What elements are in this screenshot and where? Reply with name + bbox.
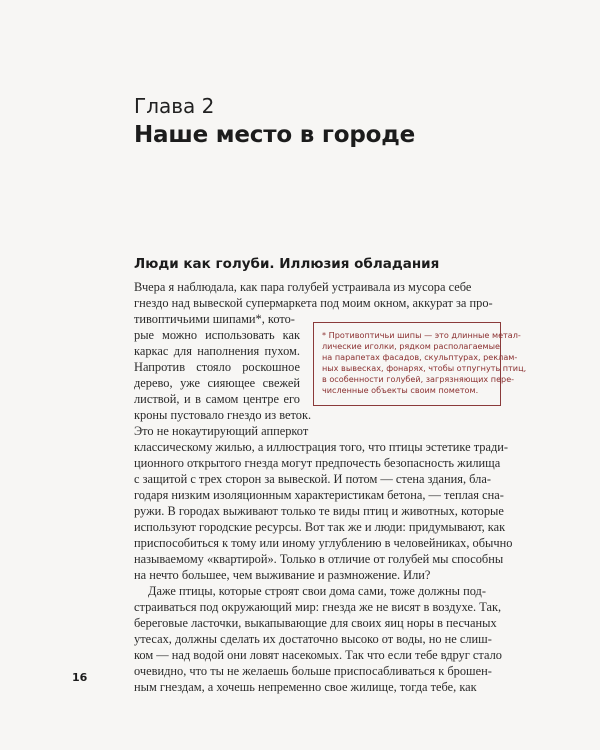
page-number: 16 (72, 671, 88, 684)
body-line: используют городские ресурсы. Вот так же и люди: придумывают, как (134, 520, 506, 534)
body-line: с защитой с трех сторон за вывеской. И потом — стена здания, бла- (134, 472, 491, 486)
body-line: ружи. В городах выживают только те виды птиц и животных, которые (134, 504, 504, 518)
body-line: страиваться под окружающий мир: гнезда же не висят в воздухе. Так, (134, 600, 502, 614)
body-line: кроны пустовало гнездо из веток. (134, 408, 312, 422)
footnote-line: лические иголки, рядком располагаемые (322, 341, 500, 351)
body-line: листвой, и в самом центре его (134, 392, 300, 406)
footnote-line: в особенности голубей, загрязняющих пере- (322, 374, 515, 384)
body-line: Это не нокаутирующий апперкот (134, 424, 309, 438)
body-line: Даже птицы, которые строят свои дома сами, тоже должны под- (148, 584, 486, 598)
body-line: годаря низким изоляционным характеристикам бетона, — теплая сна- (134, 488, 504, 502)
body-line: ком — над водой они ловят насекомых. Так что если тебе вдруг стало (134, 648, 502, 662)
footnote-line: численные объекты своим пометом. (322, 385, 479, 395)
body-line: Напротив стояло роскошное (134, 360, 300, 374)
body-line: называемому «квартирой». Только в отличие от голубей мы способны (134, 552, 504, 566)
body-line: утесах, должны сделать их достаточно высоко от воды, но не слиш- (134, 632, 492, 646)
footnote-line: * Противоптичьи шипы — это длинные метал- (322, 330, 521, 340)
body-line: ным гнездам, а хочешь непременно свое жилище, тогда тебе, как (134, 680, 477, 694)
body-line: береговые ласточки, выкапывающие для своих яиц норы в песчаных (134, 616, 497, 630)
footnote-line: ных вывесках, фонарях, чтобы отпугнуть птиц, (322, 363, 527, 373)
chapter-label: Глава 2 (134, 94, 215, 118)
section-heading: Люди как голуби. Иллюзия обладания (134, 256, 440, 272)
body-line: гнездо над вывеской супермаркета под моим окном, аккурат за про- (134, 296, 493, 310)
body-line: очевидно, что ты не желаешь больше приспосабливаться к брошен- (134, 664, 492, 678)
body-line: ционного открытого гнезда могут предпочесть безопасность жилища (134, 456, 501, 470)
body-line: тивоптичьими шипами*, кото- (134, 312, 295, 326)
body-line: дерево, уже сияющее свежей (134, 376, 300, 390)
body-line: на нечто большее, чем выживание и размножение. Или? (134, 568, 431, 582)
footnote-box (313, 322, 527, 406)
body-line: рые можно использовать как (134, 328, 300, 342)
body-line: классическому жилью, а иллюстрация того, что птицы эстетике тради- (134, 440, 509, 454)
chapter-title: Наше место в городе (134, 122, 415, 148)
footnote-line: на парапетах фасадов, скульптурах, реклам- (322, 352, 518, 362)
body-line: каркас для наполнения пухом. (134, 344, 300, 358)
body-line: приспособиться к тому или иному углублению в человейниках, обычно (134, 536, 513, 550)
body-line: Вчера я наблюдала, как пара голубей устраивала из мусора себе (134, 280, 472, 294)
